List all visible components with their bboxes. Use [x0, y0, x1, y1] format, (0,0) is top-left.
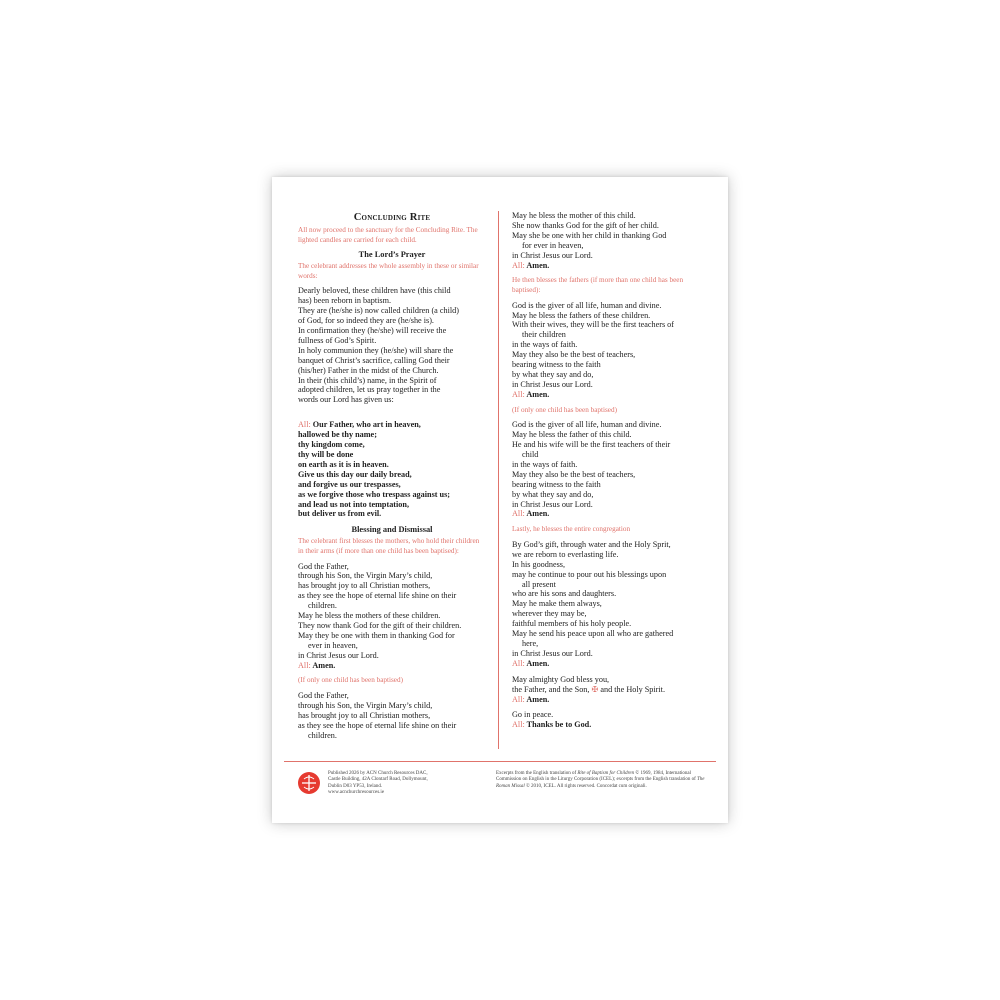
text-line: fullness of God’s Spirit. [298, 335, 377, 345]
text-line: bearing witness to the faith [512, 360, 601, 370]
text-line: banquet of Christ’s sacrifice, calling God their [298, 355, 450, 365]
text-line: May he send his peace upon all who are gathered [512, 629, 674, 639]
text-line: in Christ Jesus our Lord. [298, 650, 379, 660]
text-line: They are (he/she is) now called children (a child) [298, 306, 459, 316]
blessing-heading: Blessing and Dismissal [351, 525, 433, 535]
amen-response: Amen. [526, 389, 550, 399]
final-blessing [512, 675, 708, 705]
text-line: and lead us not into temptation, [298, 499, 410, 509]
text-line: in Christ Jesus our Lord. [512, 250, 593, 260]
text-line: May almighty God bless you, [512, 674, 610, 684]
text-line: who are his sons and daughters. [512, 589, 617, 599]
celebrant-address [298, 286, 486, 405]
text-line: With their wives, they will be the first teachers of [512, 320, 675, 330]
lords-prayer-rubric: The celebrant addresses the whole assembly in these or similar words: [298, 262, 479, 280]
text-line: in the ways of faith. [512, 340, 578, 350]
page-title: Concluding Rite [353, 212, 431, 223]
text-line: They now thank God for the gift of their children. [298, 620, 462, 630]
blessing-rubric: The celebrant first blesses the mothers, who hold their children in their arms (if more than one child has been baptised): [298, 537, 480, 555]
text-line: May they also be the best of teachers, [512, 469, 636, 479]
copyright-notice [496, 771, 706, 790]
text-line: child [522, 450, 539, 459]
text-line: In holy communion they (he/she) will share the [298, 345, 454, 355]
all-label: All: [298, 660, 311, 670]
text-line: Dearly beloved, these children have (this child [298, 286, 451, 296]
copyright-title: The Roman Missal [496, 777, 705, 789]
amen-response: Amen. [526, 260, 550, 270]
lords-prayer-heading: The Lord’s Prayer [358, 250, 426, 260]
text-line: words our Lord has given us: [298, 395, 394, 405]
all-label: All: [512, 658, 525, 668]
text-line: as they see the hope of eternal life shine on their [298, 591, 457, 601]
text-line: May he bless the fathers of these children. [512, 310, 651, 320]
text-line: ever in heaven, [308, 640, 358, 650]
text-line: She now thanks God for the gift of her child. [512, 220, 659, 230]
all-label: All: [512, 260, 525, 270]
text-line: here, [522, 639, 539, 648]
text-line: by what they say and do, [512, 489, 594, 499]
mothers-blessing [298, 562, 486, 671]
text-line: bearing witness to the faith [512, 479, 601, 489]
text-line: on earth as it is in heaven. [298, 459, 389, 469]
father-single-rubric: (If only one child has been baptised) [512, 405, 617, 414]
footer-line: Castle Building, 42A Clontarf Road, Dollymount, [328, 777, 428, 783]
text-line: God is the giver of all life, human and divine. [512, 300, 662, 310]
text-line: by what they say and do, [512, 369, 594, 379]
fathers-rubric: He then blesses the fathers (if more than one child has been baptised): [512, 276, 684, 295]
text-line: wherever they may be, [512, 609, 587, 619]
amen-response: Amen. [312, 660, 336, 670]
all-label: All: [512, 509, 525, 519]
congregation-rubric: Lastly, he blesses the entire congregation [512, 525, 631, 534]
text-line: May she be one with her child in thanking God [512, 230, 667, 240]
text-line: and the Holy Spirit. [600, 684, 665, 694]
copyright-title: Rite of Baptism for Children [577, 771, 635, 776]
all-label: All: [298, 420, 311, 430]
single-child-rubric: (If only one child has been baptised) [298, 676, 403, 685]
publisher-logo-icon [298, 772, 320, 794]
text-line: through his Son, the Virgin Mary’s child, [298, 571, 433, 581]
text-line: May he bless the mother of this child. [512, 211, 636, 220]
text-line: children. [308, 601, 337, 611]
left-column [298, 212, 486, 747]
text-line: May he bless the father of this child. [512, 430, 632, 440]
text-line: May they be one with them in thanking God for [298, 630, 455, 640]
document-page [272, 177, 728, 823]
text-line: has brought joy to all Christian mothers, [298, 710, 431, 720]
intro-rubric: All now proceed to the sanctuary for the Concluding Rite. The lighted candles are carried for each child. [298, 226, 478, 244]
text-line: of God, for so indeed they are (he/she is). [298, 316, 434, 326]
text-line: May he make them always, [512, 599, 602, 609]
footer-divider [284, 761, 716, 762]
text-line: In his goodness, [512, 559, 565, 569]
text-line: has) been reborn in baptism. [298, 296, 391, 306]
column-divider [498, 211, 499, 749]
footer-line: Dublin D03 YP53, Ireland. [328, 783, 383, 789]
right-column [512, 211, 708, 736]
all-label: All: [512, 694, 525, 704]
text-line: in Christ Jesus our Lord. [512, 379, 593, 389]
our-father-prayer [298, 420, 486, 519]
text-line: through his Son, the Virgin Mary’s child, [298, 700, 433, 710]
text-line: In confirmation they (he/she) will receive the [298, 326, 447, 335]
father-single-blessing [512, 420, 708, 519]
congregation-blessing [512, 540, 708, 669]
all-label: All: [512, 720, 525, 730]
text-line: thy will be done [298, 449, 354, 459]
amen-response: Amen. [526, 694, 550, 704]
thanks-response: Thanks be to God. [526, 720, 592, 730]
copyright-text: © 1969, 1984, International Commission on English in the Liturgy Corporation (ICEL); excerpts from the English translation of [496, 771, 697, 783]
text-line: all present [522, 579, 556, 589]
mother-single-blessing-cont [512, 211, 708, 270]
publisher-info [328, 771, 498, 797]
footer-line: Published 2026 by ACN Church Resources DAC, [328, 771, 428, 776]
copyright-text: © 2010, ICEL. All rights reserved. Concordat cum originali. [524, 783, 647, 789]
all-label: All: [512, 389, 525, 399]
text-line: God is the giver of all life, human and divine. [512, 420, 662, 430]
text-line: By God’s gift, through water and the Holy Sprit, [512, 539, 671, 549]
text-line: May he bless the mothers of these children. [298, 611, 441, 621]
text-line: children. [308, 730, 337, 740]
text-line: and forgive us our trespasses, [298, 479, 401, 489]
text-line: their children [522, 330, 566, 340]
text-line: but deliver us from evil. [298, 509, 382, 519]
copyright-text: Excerpts from the English translation of [496, 771, 578, 776]
text-line: hallowed be thy name; [298, 430, 377, 440]
text-line: God the Father, [298, 691, 349, 701]
text-line: adopted children, let us pray together in the [298, 385, 441, 395]
text-line: has brought joy to all Christian mothers, [298, 581, 431, 591]
text-line: Our Father, who art in heaven, [312, 420, 421, 430]
cross-icon: ✠ [591, 684, 599, 694]
fathers-blessing [512, 301, 708, 400]
text-line: may he continue to pour out his blessings upon [512, 569, 667, 579]
text-line: for ever in heaven, [522, 240, 584, 250]
text-line: In their (this child’s) name, in the Spirit of [298, 375, 437, 385]
text-line: God the Father, [298, 561, 349, 571]
amen-response: Amen. [526, 509, 550, 519]
amen-response: Amen. [526, 658, 550, 668]
text-line: we are reborn to everlasting life. [512, 549, 619, 559]
text-line: May they also be the best of teachers, [512, 350, 636, 360]
text-line: faithful members of his holy people. [512, 619, 632, 629]
text-line: He and his wife will be the first teachers of their [512, 440, 671, 450]
text-line: Give us this day our daily bread, [298, 469, 412, 479]
text-line: the Father, and the Son, [512, 684, 590, 694]
text-line: thy kingdom come, [298, 440, 365, 450]
dismissal [512, 710, 708, 730]
mother-single-blessing [298, 691, 486, 741]
website-link[interactable]: www.acnchurchresources.ie [328, 790, 385, 796]
text-line: as we forgive those who trespass against us; [298, 489, 451, 499]
text-line: in Christ Jesus our Lord. [512, 648, 593, 658]
dismissal-line: Go in peace. [512, 710, 554, 720]
text-line: as they see the hope of eternal life shine on their [298, 720, 457, 730]
text-line: (his/her) Father in the midst of the Church. [298, 365, 439, 375]
text-line: in the ways of faith. [512, 459, 578, 469]
text-line: in Christ Jesus our Lord. [512, 499, 593, 509]
